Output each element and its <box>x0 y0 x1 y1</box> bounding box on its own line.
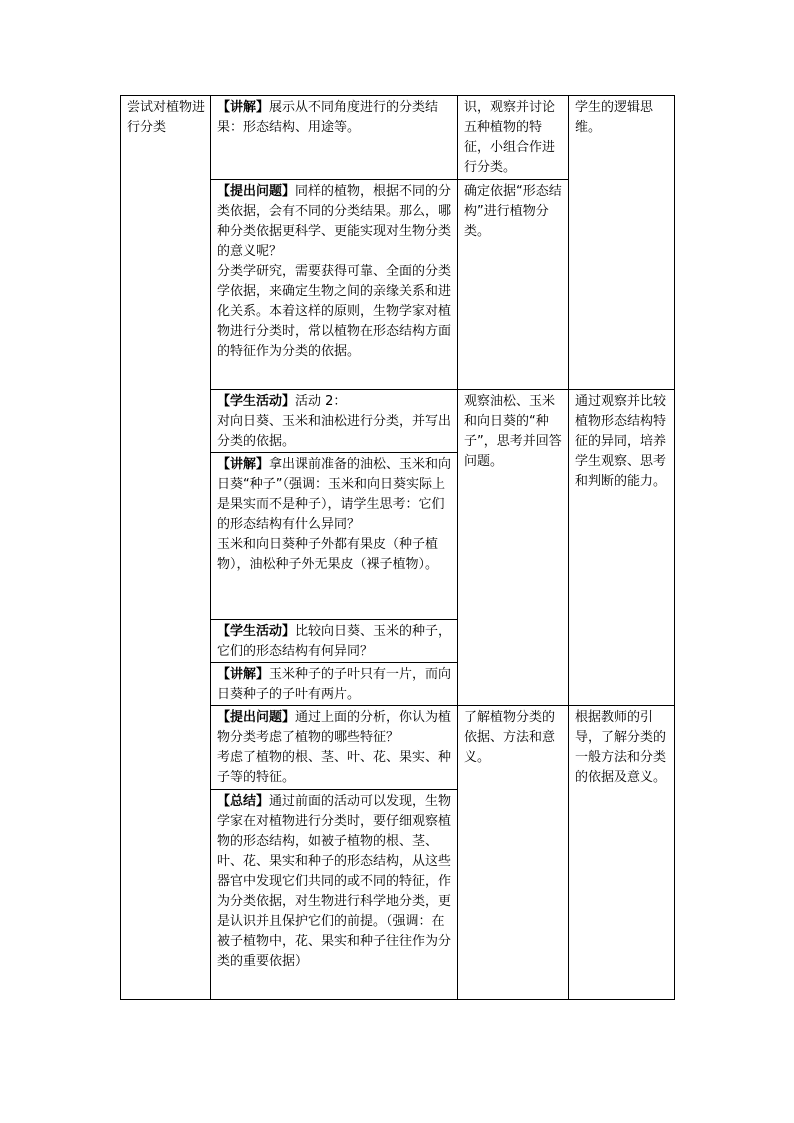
teacher-cell <box>211 96 458 180</box>
cell-text: 根据教师的引导，了解分类的一般方法和分类的依据及意义。 <box>575 710 667 785</box>
section-tag: 【总结】 <box>217 794 270 809</box>
student-cell <box>458 390 569 706</box>
teacher-cell <box>211 620 458 663</box>
section-tag: 【提出问题】 <box>217 710 296 725</box>
cell-text: 展示从不同角度进行的分类结果：形态结构、用途等。 <box>217 100 439 135</box>
lesson-plan-table <box>120 95 675 1000</box>
student-cell <box>458 96 569 180</box>
section-tag: 【讲解】 <box>217 100 270 115</box>
cell-text: 玉米和向日葵种子外都有果皮（种子植物），油松种子外无果皮（裸子植物）。 <box>217 537 439 572</box>
teacher-cell <box>211 453 458 620</box>
section-tag: 【讲解】 <box>217 457 270 472</box>
student-cell <box>458 706 569 1000</box>
cell-text: 活动 2： <box>295 394 347 409</box>
teacher-cell <box>211 390 458 453</box>
cell-text: 分类学研究，需要获得可靠、全面的分类学依据，来确定生物之间的亲缘关系和进化关系。本着这样的原则，生物学家对植物进行分类时，常以植物在形态结构方面的特征作为分类的依据。 <box>217 264 452 359</box>
cell-text: 通过上面的分析，你认为植物分类考虑了植物的哪些特征？ <box>217 710 452 745</box>
cell-text: 比较向日葵、玉米的种子，它们的形态结构有何异同？ <box>217 624 452 659</box>
cell-text: 通过前面的活动可以发现，生物学家在对植物进行分类时，要仔细观察植物的形态结构，如被子植物的根、茎、叶、花、果实和种子的形态结构，从这些器官中发现它们共同的或不同的特征，作为分类依据，对生物进行科学地分类，更是认识并且保护它们的前提。（强调：在被子植物中，花、果实和种子往往作为分类的重要依据） <box>217 794 452 969</box>
teacher-cell <box>211 180 458 390</box>
section-tag: 【讲解】 <box>217 667 270 682</box>
table-row <box>121 96 675 180</box>
stage-label: 尝试对植物进行分类 <box>127 100 206 135</box>
student-cell <box>458 180 569 390</box>
intent-cell <box>569 390 675 706</box>
cell-text: 确定依据“形态结构”进行植物分类。 <box>464 184 562 239</box>
teacher-cell <box>211 663 458 706</box>
cell-text: 考虑了植物的根、茎、叶、花、果实、种子等的特征。 <box>217 750 452 785</box>
cell-text: 玉米种子的子叶只有一片，而向日葵种子的子叶有两片。 <box>217 667 452 702</box>
section-tag: 【学生活动】 <box>217 624 296 639</box>
teacher-cell <box>211 790 458 1000</box>
cell-text: 识，观察并讨论五种植物的特征，小组合作进行分类。 <box>464 100 556 175</box>
intent-cell <box>569 96 675 390</box>
stage-cell <box>121 96 211 1000</box>
cell-text: 拿出课前准备的油松、玉米和向日葵“种子”（强调：玉米和向日葵实际上是果实而不是种子），请学生思考：它们的形态结构有什么异同？ <box>217 457 452 532</box>
cell-text: 观察油松、玉米和向日葵的“种子”，思考并回答问题。 <box>464 394 562 469</box>
cell-text: 了解植物分类的依据、方法和意义。 <box>464 710 556 765</box>
cell-text: 对向日葵、玉米和油松进行分类，并写出分类的依据。 <box>217 414 452 449</box>
section-tag: 【提出问题】 <box>217 184 296 199</box>
cell-text: 通过观察并比较植物形态结构特征的异同，培养学生观察、思考和判断的能力。 <box>575 394 667 489</box>
cell-text: 同样的植物，根据不同的分类依据，会有不同的分类结果。那么，哪种分类依据更科学、更能实现对生物分类的意义呢？ <box>217 184 452 259</box>
cell-text: 学生的逻辑思维。 <box>575 100 654 135</box>
teacher-cell <box>211 706 458 790</box>
intent-cell <box>569 706 675 1000</box>
section-tag: 【学生活动】 <box>217 394 296 409</box>
